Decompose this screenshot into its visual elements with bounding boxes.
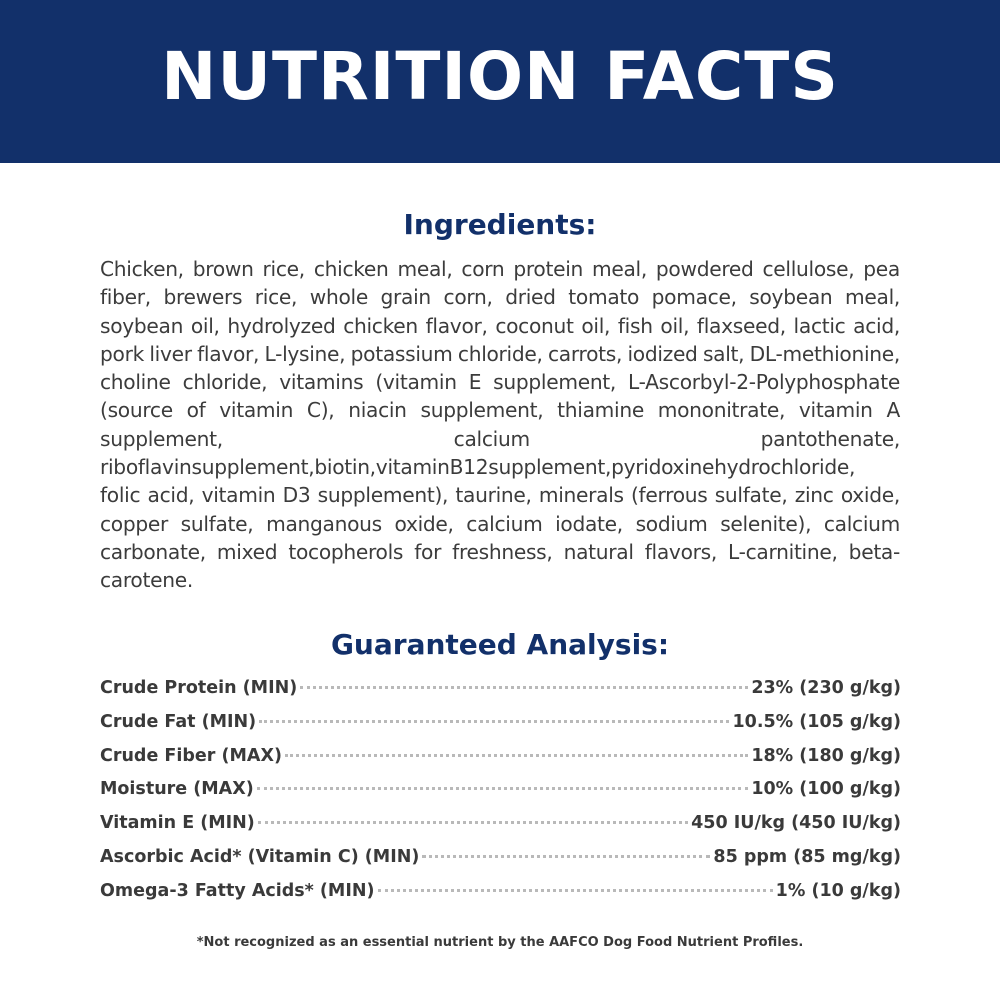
dot-leader (285, 754, 748, 757)
analysis-value: 1% (10 g/kg) (775, 880, 901, 901)
analysis-row (100, 712, 901, 746)
footnote: *Not recognized as an essential nutrient by the AAFCO Dog Food Nutrient Profiles. (196, 935, 804, 950)
analysis-row (100, 881, 901, 915)
analysis-label: Crude Fat (MIN) (100, 711, 257, 732)
dot-leader (300, 686, 748, 689)
analysis-row (100, 847, 901, 881)
dot-leader (257, 787, 749, 790)
dot-leader (422, 855, 710, 858)
analysis-row (100, 746, 901, 780)
dot-leader (378, 889, 773, 892)
analysis-value: 10.5% (105 g/kg) (732, 711, 901, 732)
analysis-label: Vitamin E (MIN) (100, 813, 255, 834)
dot-leader (258, 821, 688, 824)
analysis-label: Omega-3 Fatty Acids* (MIN) (100, 880, 375, 901)
guaranteed-analysis-table (100, 678, 901, 915)
page-title: NUTRITION FACTS (161, 38, 839, 115)
guaranteed-analysis-heading: Guaranteed Analysis: (330, 628, 670, 661)
analysis-row (100, 779, 901, 813)
analysis-row (100, 813, 901, 847)
analysis-label: Crude Protein (MIN) (100, 678, 298, 698)
analysis-label: Ascorbic Acid* (Vitamin C) (MIN) (100, 846, 420, 867)
ingredients-text: Chicken, brown rice, chicken meal, corn protein meal, powdered cellulose, pea fiber, brewers rice, whole grain corn, dried tomato pomace, soybean meal, soybean oil, hydrolyzed chicken flavor, coconut oil, fish oil, flaxseed, lactic acid, pork liver flavor, L-lysine, potassium chloride, carrots, iodized salt, DL-methionine, choline chloride, vitamins (vitamin E supplement, L-Ascorbyl-2-Polyphosphate (source of vitamin C), niacin supplement, thiamine mononitrate, vitamin A supplement, calcium pantothenate, riboflavinsupplement,biotin,vitaminB12supplement,pyridoxinehydrochloride, folic acid, vitamin D3 supplement), taurine, minerals (ferrous sulfate, zinc oxide, copper sulfate, manganous oxide, calcium iodate, sodium selenite), calcium carbonate, mixed tocopherols for freshness, natural flavors, L-carnitine, beta-carotene. (100, 257, 900, 593)
dot-leader (259, 720, 729, 723)
analysis-value: 85 ppm (85 mg/kg) (713, 846, 901, 867)
header-banner (0, 0, 1000, 163)
analysis-row (100, 678, 901, 712)
analysis-label: Moisture (MAX) (100, 779, 254, 800)
analysis-value: 18% (180 g/kg) (751, 745, 901, 766)
analysis-value: 10% (100 g/kg) (751, 779, 901, 800)
analysis-value: 23% (230 g/kg) (751, 678, 901, 698)
analysis-value: 450 IU/kg (450 IU/kg) (691, 813, 901, 834)
ingredients-heading: Ingredients: (403, 208, 597, 241)
analysis-label: Crude Fiber (MAX) (100, 745, 282, 766)
